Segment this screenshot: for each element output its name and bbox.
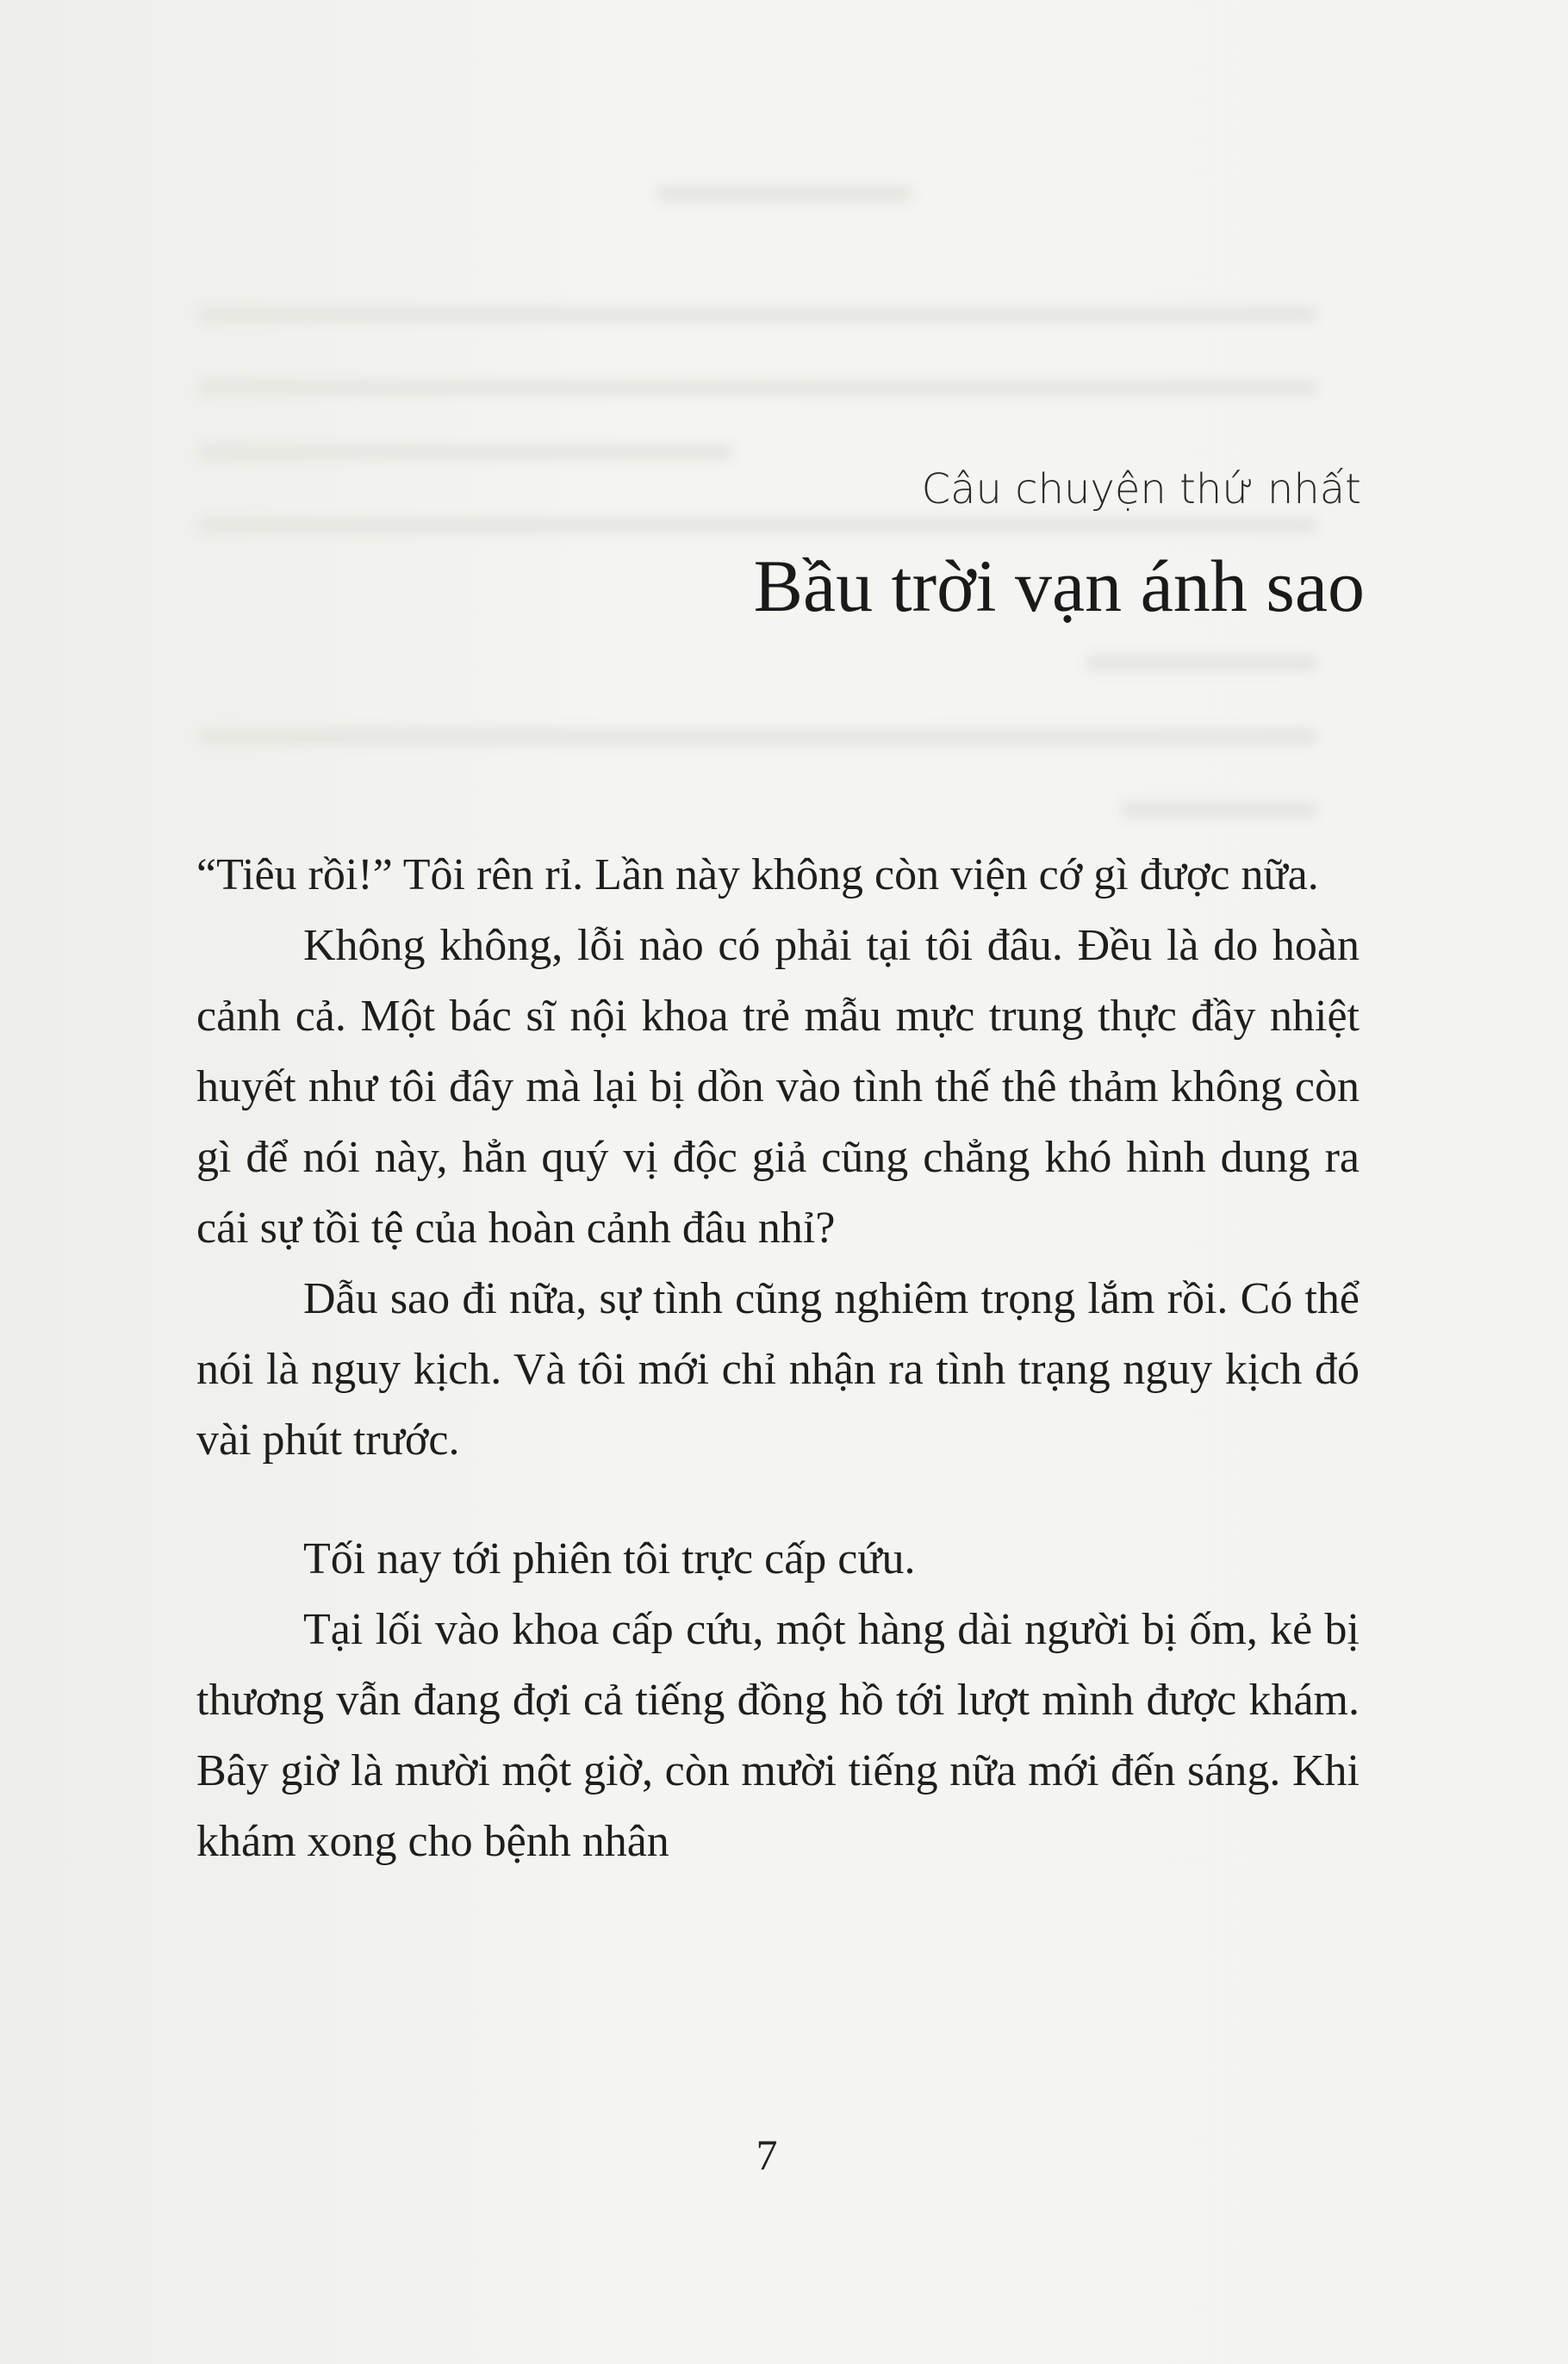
show-through-line (198, 379, 1318, 396)
show-through-line (1120, 801, 1318, 818)
show-through-line (198, 306, 1318, 323)
show-through-line (1086, 655, 1318, 672)
body-text (196, 840, 1360, 1877)
chapter-label: Câu chuyện thứ nhất (921, 465, 1361, 513)
chapter-title: Bầu trời vạn ánh sao (753, 544, 1365, 627)
show-through-line (198, 728, 1318, 745)
paragraph: Dẫu sao đi nữa, sự tình cũng nghiêm trọng lắm rồi. Có thể nói là nguy kịch. Và tôi mới chỉ nhận ra tình trạng nguy kịch đó vài phút trước. (196, 1274, 1360, 1465)
paragraph: Không không, lỗi nào có phải tại tôi đâu. Đều là do hoàn cảnh cả. Một bác sĩ nội khoa trẻ mẫu mực trung thực đầy nhiệt huyết như tôi đây mà lại bị dồn vào tình thế thê thảm không còn gì để nói này, hẳn quý vị độc giả cũng chẳng khó hình dung ra cái sự tồi tệ của hoàn cảnh đâu nhỉ? (196, 921, 1360, 1253)
page-number: 7 (756, 2131, 778, 2179)
show-through-line (655, 185, 913, 202)
paragraph: Tối nay tới phiên tôi trực cấp cứu. (303, 1534, 916, 1583)
paragraph: Tại lối vào khoa cấp cứu, một hàng dài người bị ốm, kẻ bị thương vẫn đang đợi cả tiếng đồng hồ tới lượt mình được khám. Bây giờ là mười một giờ, còn mười tiếng nữa mới đến sáng. Khi khám xong cho bệnh nhân (196, 1605, 1360, 1866)
show-through-line (198, 517, 1318, 534)
show-through-line (198, 444, 732, 461)
paragraph: “Tiêu rồi!” Tôi rên rỉ. Lần này không còn viện cớ gì được nữa. (196, 850, 1319, 899)
